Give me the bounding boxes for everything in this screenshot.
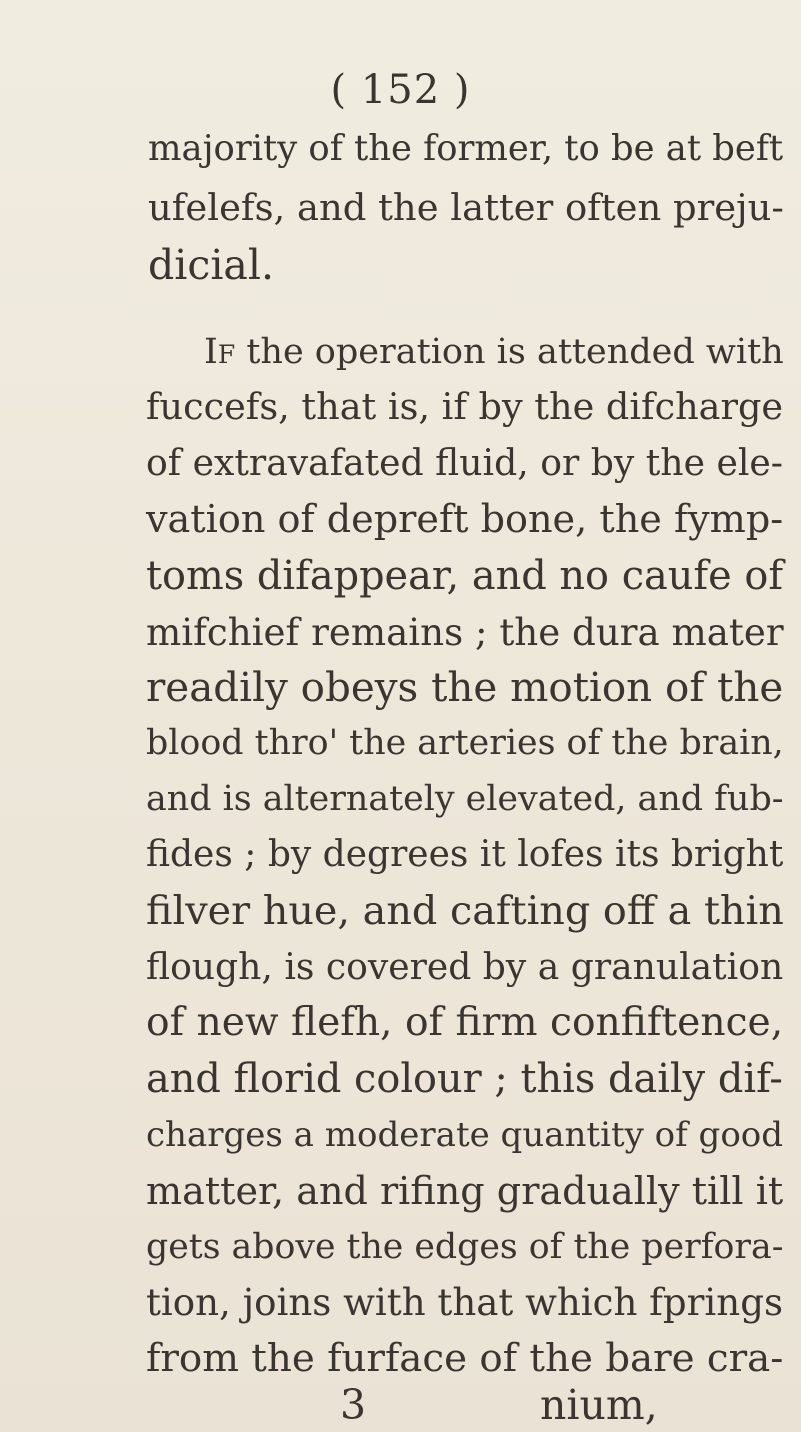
paragraph-first-word: If (204, 331, 236, 372)
text-line: fuccefs, that is, if by the difcharge (146, 385, 784, 428)
text-line: tion, joins with that which fprings (146, 1281, 784, 1324)
catchword: nium, (540, 1381, 658, 1429)
text-line: from the furface of the bare cra- (146, 1336, 784, 1381)
text-line: readily obeys the motion of the (146, 663, 784, 711)
text-line: fides ; by degrees it lofes its bright (146, 834, 784, 875)
text-line: ufelefs, and the latter often preju- (148, 186, 784, 229)
text-line: toms difappear, and no caufe of (146, 553, 784, 599)
page-number: ( 152 ) (330, 67, 471, 113)
text-line-first (204, 327, 784, 377)
text-line: of extravafated fluid, or by the ele- (146, 441, 783, 484)
text-line: filver hue, and cafting off a thin (146, 888, 784, 934)
text-line: of new flefh, of firm confiftence, (146, 1000, 784, 1045)
text-line: blood thro' the arteries of the brain, (146, 723, 784, 763)
text-line: majority of the former, to be at beft (148, 128, 784, 169)
text-line: vation of depreft bone, the fymp- (146, 497, 784, 541)
signature-mark: 3 (340, 1381, 367, 1429)
text-line: and florid colour ; this daily dif- (146, 1056, 783, 1102)
text-line: and is alternately elevated, and fub- (146, 779, 784, 819)
text-line: gets above the edges of the perfora- (146, 1227, 784, 1267)
text-line: dicial. (148, 241, 275, 289)
text-line-rest: the operation is attended with (235, 331, 784, 372)
text-line: flough, is covered by a granulation (146, 945, 784, 988)
text-line: matter, and rifing gradually till it (146, 1169, 784, 1213)
text-line: mifchief remains ; the dura mater (146, 610, 784, 654)
text-line: charges a moderate quantity of good (146, 1115, 784, 1155)
